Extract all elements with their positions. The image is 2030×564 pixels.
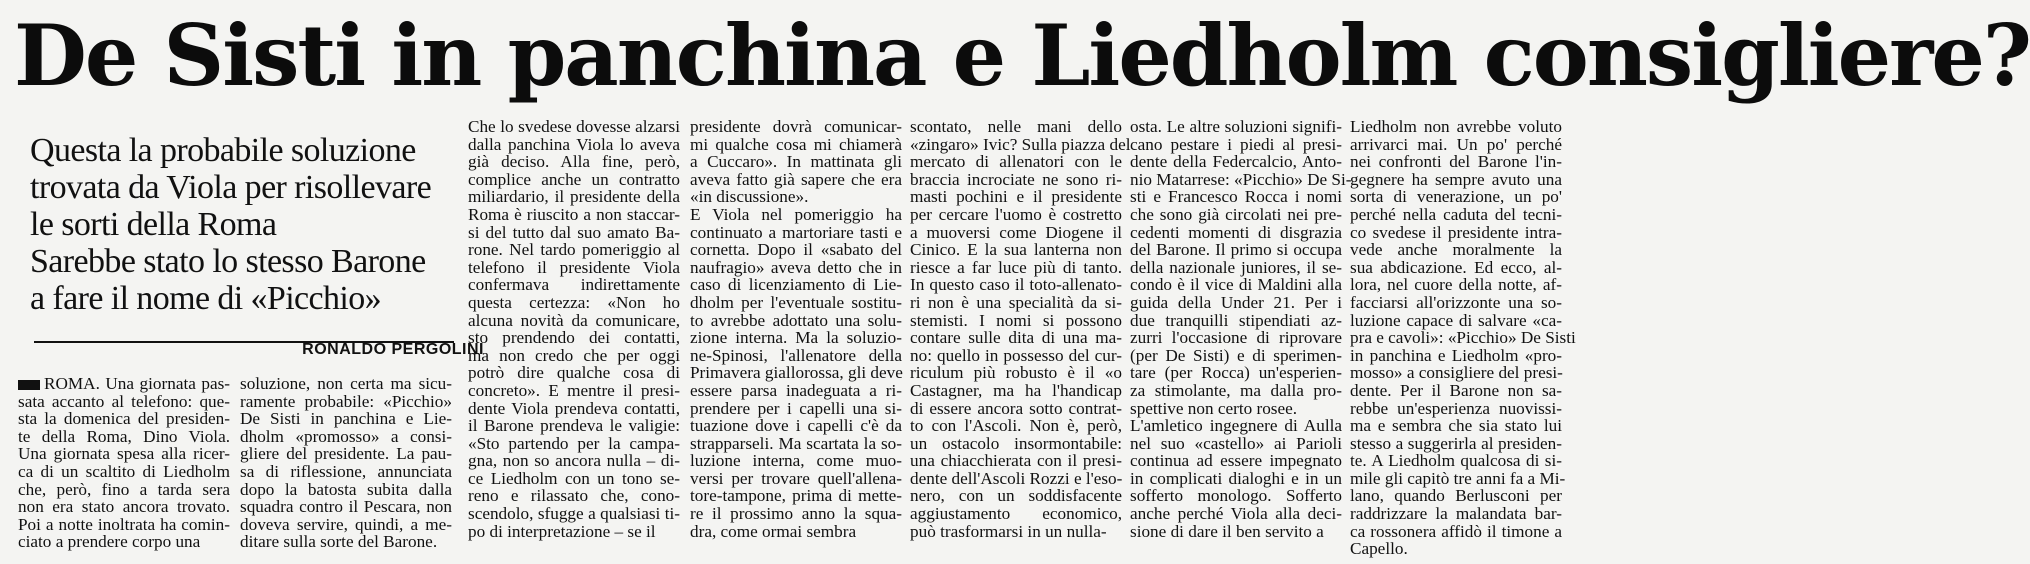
article-line: di essere ancora sotto contrat-: [910, 398, 1122, 418]
subheadline-line: a fare il nome di «Picchio»: [30, 280, 382, 317]
article-line: sti e Francesco Rocca i nomi: [1130, 187, 1342, 207]
article-line: concreto». E mentre il presi-: [468, 380, 680, 400]
article-line: ca rossonera affidò il timone a: [1350, 521, 1562, 541]
article-line: nei confronti del Barone l'in-: [1350, 152, 1562, 172]
article-line: presidente dovrà comunicar-: [690, 117, 902, 136]
article-line: cano pestare i piedi al presi-: [1130, 134, 1342, 154]
article-line: E Viola nel pomeriggio ha: [690, 204, 902, 224]
article-line: essere parsa inadeguata a ri-: [690, 380, 902, 400]
article-line: potrò dire qualche cosa di: [468, 363, 680, 383]
article-line: confermava indirettamente: [468, 275, 680, 295]
article-line: continuato a martoriare tasti e: [690, 222, 902, 242]
article-line: sofferto monologo. Sofferto: [1130, 486, 1342, 506]
article-line: dholm per l'eventuale sostitu-: [690, 292, 902, 312]
article-line: naufragio» aveva detto che in: [690, 257, 902, 277]
article-column-7: [1350, 117, 1576, 559]
article-line: doveva servire, quindi, a me-: [240, 514, 452, 534]
article-line: stemisti. I nomi si possono: [910, 310, 1122, 330]
article-column-4: [690, 118, 902, 558]
article-line: in panchina e Liedholm «pro-: [1350, 345, 1562, 365]
article-line: caso di licenziamento di Lie-: [690, 275, 902, 295]
article-line: to avrebbe adottato una solu-: [690, 310, 902, 330]
article-line: sua abdicazione. Ed ecco, al-: [1350, 257, 1562, 277]
article-line: dente. Per il Barone non sa-: [1350, 380, 1562, 400]
article-line: dente Viola prendeva contatti,: [468, 398, 680, 418]
article-line: arrivarci mai. Un po' perché: [1350, 134, 1562, 154]
article-line: dholm «promosso» a consi-: [240, 426, 452, 446]
dateline-marker: [18, 380, 40, 390]
article-line: luzione interna, come muo-: [690, 451, 902, 471]
article-column-3: [468, 118, 680, 558]
article-line: nio Matarrese: «Picchio» De Si-: [1130, 169, 1352, 189]
article-line: dopo la batosta subita dalla: [240, 479, 452, 499]
article-line: «in discussione».: [690, 187, 809, 207]
article-line: aveva fatto già sapere che era: [690, 169, 902, 189]
article-line: reno e rilassato che, cono-: [468, 486, 680, 506]
article-line: ne-Spinosi, l'allenatore della: [690, 345, 902, 365]
article-line: scendolo, sfugge a qualsiasi ti-: [468, 504, 680, 524]
article-line: pra e cavoli»: «Picchio» De Sisti: [1350, 328, 1576, 348]
article-line: Castagner, ma ha l'handicap: [910, 380, 1122, 400]
article-line: spettive non certo rosee.: [1130, 398, 1298, 418]
article-column-6: [1130, 117, 1352, 558]
article-line: De Sisti in panchina e Lie-: [240, 409, 452, 429]
article-line: una chiacchierata con il presi-: [910, 451, 1122, 471]
article-line: co svedese il presidente intra-: [1350, 222, 1562, 242]
article-line: del Barone. Il primo si occupa: [1130, 240, 1342, 260]
article-line: perché nella caduta del tecni-: [1350, 204, 1562, 224]
article-line: stesso a suggerirla al presiden-: [1350, 433, 1562, 453]
article-line: il Barone prendeva le valigie:: [468, 416, 680, 436]
article-line: contare sulle dita di una ma-: [910, 328, 1122, 348]
article-line: complice anche un contratto: [468, 169, 680, 189]
article-line: L'amletico ingegnere di Aulla: [1130, 416, 1342, 436]
article-column-2: [240, 375, 452, 555]
subheadline-line: le sorti della Roma: [30, 206, 277, 243]
article-line: questa certezza: «Non ho: [468, 292, 680, 312]
article-line: un ostacolo insormontabile:: [910, 433, 1122, 453]
article-line: soluzione, non certa ma sicu-: [240, 374, 452, 393]
article-line: zione interna. Ma la soluzio-: [690, 328, 902, 348]
article-line: rebbe un'esperienza nuovissi-: [1350, 398, 1562, 418]
article-line: no: quello in possesso del cur-: [910, 345, 1122, 365]
article-line: sa di riflessione, annunciata: [240, 461, 452, 481]
article-line: to con l'Ascoli. Non è, però,: [910, 416, 1122, 436]
article-line: nel suo «castello» ai Parioli: [1130, 433, 1342, 453]
article-line: versi per trovare quell'allena-: [690, 468, 902, 488]
article-line: luzione capace di salvare «ca-: [1350, 310, 1562, 330]
article-line: lora, nel cuore della notte, af-: [1350, 275, 1562, 295]
article-line: Poi a notte inoltrata ha comin-: [18, 514, 230, 534]
article-line: re il prossimo anno la squa-: [690, 504, 902, 524]
article-line: riculum più robusto è il «o: [910, 363, 1122, 383]
article-line: nero, con un soddisfacente: [910, 486, 1122, 506]
article-line: condo è il vice di Maldini alla: [1130, 275, 1342, 295]
article-line: sta la domenica del presiden-: [18, 409, 230, 429]
article-line: cornetta. Dopo il «sabato del: [690, 240, 902, 260]
article-line: ma non credo che per oggi: [468, 345, 680, 365]
subheadline: [30, 132, 470, 317]
article-line: Liedholm non avrebbe voluto: [1350, 117, 1562, 136]
article-line: zurri l'occasione di riprovare: [1130, 328, 1342, 348]
article-line: a Cuccaro». In mattinata gli: [690, 152, 902, 172]
article-line: non era stato ancora trovato.: [18, 497, 230, 517]
article-line: osta. Le altre soluzioni signifi-: [1130, 117, 1342, 136]
article-line: ri non è una specialità da si-: [910, 292, 1122, 312]
article-line: ca di un scaltito di Liedholm: [18, 461, 230, 481]
article-line: dente dell'Ascoli Rozzi e l'eso-: [910, 468, 1123, 488]
article-line: dra, come ormai sembra: [690, 521, 857, 541]
article-line: po di interpretazione – se il: [468, 521, 656, 541]
article-line: (per De Sisti) e di sperimen-: [1130, 345, 1342, 365]
article-line: telefono il presidente Viola: [468, 257, 680, 277]
article-line: due tranquilli stipendiati az-: [1130, 310, 1342, 330]
article-line: Roma è riuscito a non staccar-: [468, 204, 680, 224]
article-line: tore-tampone, prima di mette-: [690, 486, 902, 506]
article-line: te. A Liedholm qualcosa di si-: [1350, 451, 1562, 471]
article-line: ramente probabile: «Picchio»: [240, 391, 452, 411]
article-line: aggiustamento economico,: [910, 504, 1122, 524]
article-line: si del tutto dal suo amato Ba-: [468, 222, 680, 242]
subheadline-line: trovata da Viola per risollevare: [30, 169, 432, 206]
article-line: mile gli capitò tre anni fa a Mi-: [1350, 468, 1566, 488]
article-line: braccia incrociate ne sono ri-: [910, 169, 1122, 189]
article-line: ditare sulla sorte del Barone.: [240, 532, 438, 552]
article-line: può trasformarsi in un nulla-: [910, 521, 1107, 541]
article-line: «Sto partendo per la campa-: [468, 433, 680, 453]
article-line: squadra contro il Pescara, non: [240, 497, 452, 517]
article-line: sione di dare il ben servito a: [1130, 521, 1324, 541]
article-line: ciato a prendere corpo una: [18, 532, 201, 552]
article-line: gegnere ha sempre avuto una: [1350, 169, 1562, 189]
article-line: per cercare l'uomo è costretto: [910, 204, 1122, 224]
article-line: prendere per i capelli una si-: [690, 398, 902, 418]
article-line: in complicati dialoghi e in un: [1130, 468, 1342, 488]
article-line: mosso» a consigliere del presi-: [1350, 363, 1563, 383]
article-line: cedenti momenti di disgrazia: [1130, 222, 1342, 242]
article-line: tare (per Rocca) un'esperien-: [1130, 363, 1342, 383]
article-line: sorta di venerazione, un po': [1350, 187, 1562, 207]
subheadline-line: Questa la probabile soluzione: [30, 132, 416, 169]
article-line: Capello.: [1350, 539, 1408, 559]
article-line: gliere del presidente. La pau-: [240, 444, 452, 464]
article-line: riesce a far luce più di tanto.: [910, 257, 1122, 277]
article-line: ce Liedholm con un tono se-: [468, 468, 680, 488]
article-line: «zingaro» Ivic? Sulla piazza del: [910, 134, 1131, 154]
article-line: gna, non so ancora nulla – di-: [468, 451, 680, 471]
article-line: che sono già circolati nei pre-: [1130, 204, 1342, 224]
article-line: tuazione dove i capelli c'è da: [690, 416, 902, 436]
article-line: a muoversi come Diogene il: [910, 222, 1122, 242]
article-line: sto prendendo dei contatti,: [468, 328, 680, 348]
article-column-1: [18, 375, 230, 555]
article-line: strapparseli. Ma scartata la so-: [690, 433, 902, 453]
article-line: dalla panchina Viola lo aveva: [468, 134, 680, 154]
article-line: facciarsi all'orizzonte una so-: [1350, 292, 1562, 312]
article-line: miliardario, il presidente della: [468, 187, 680, 207]
article-line: masti pochini e il presidente: [910, 187, 1122, 207]
article-line: Che lo svedese dovesse alzarsi: [468, 117, 680, 136]
subheadline-line: Sarebbe stato lo stesso Barone: [30, 243, 426, 280]
byline: RONALDO PERGOLINI: [302, 341, 484, 358]
article-line: continua ad essere impegnato: [1130, 451, 1342, 471]
article-line: anche perché Viola alla deci-: [1130, 504, 1342, 524]
article-line: ROMA. Una giornata pas-: [18, 375, 230, 393]
article-line: scontato, nelle mani dello: [910, 117, 1122, 136]
article-line: che, però, fino a tarda sera: [18, 479, 230, 499]
article-line: lano, quando Berlusconi per: [1350, 486, 1562, 506]
article-line: In questo caso il toto-allenato-: [910, 275, 1122, 295]
article-line: sata accanto al telefono: que-: [18, 391, 230, 411]
article-line: mi qualche cosa mi chiamerà: [690, 134, 902, 154]
article-line: dente della Federcalcio, Anto-: [1130, 152, 1342, 172]
article-line: raddrizzare la malandata bar-: [1350, 504, 1562, 524]
article-line: te della Roma, Dino Viola.: [18, 426, 230, 446]
article-line: Cinico. E la sua lanterna non: [910, 240, 1122, 260]
article-line: ma e sembra che sia stato lui: [1350, 416, 1562, 436]
article-line: mercato di allenatori con le: [910, 152, 1122, 172]
article-line: Una giornata spesa alla ricer-: [18, 444, 230, 464]
article-line: Primavera giallorossa, gli deve: [690, 363, 903, 383]
article-column-5: [910, 117, 1131, 558]
article-line: za stimolante, ma dalla pro-: [1130, 380, 1342, 400]
article-line: vede anche moralmente la: [1350, 240, 1562, 260]
article-line: rone. Nel tardo pomeriggio al: [468, 240, 680, 260]
headline: De Sisti in panchina e Liedholm consigliere?: [14, 6, 2030, 105]
article-line: alcuna novità da comunicare,: [468, 310, 680, 330]
article-line: della nazionale juniores, il se-: [1130, 257, 1342, 277]
article-line: già deciso. Alla fine, però,: [468, 152, 680, 172]
article-line: guida della Under 21. Per i: [1130, 292, 1342, 312]
